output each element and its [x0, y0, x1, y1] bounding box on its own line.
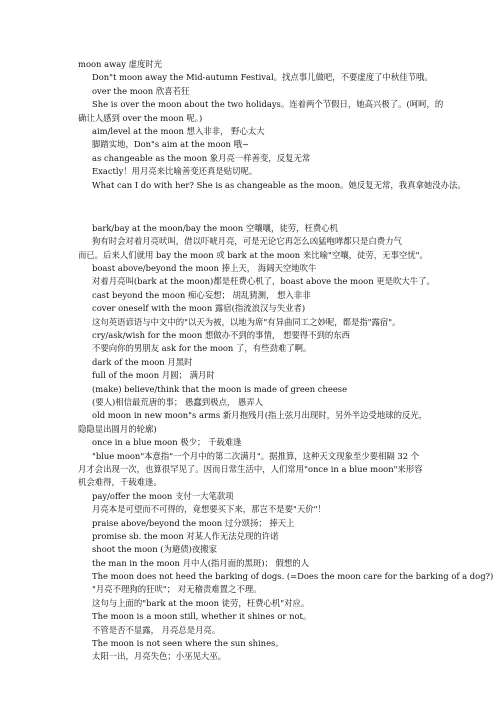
section-idioms-part2: [0, 222, 500, 664]
section-idioms-part1: [0, 58, 500, 192]
text-line: pay/offer the moon 支付一大笔款项: [92, 490, 234, 501]
text-line: (要人)相信最荒唐的事； 愚蠢到极点， 愚弄人: [92, 396, 263, 407]
text-line: 而已。后来人们就用 bay the moon 或 bark at the moon 来比喻"空嚷，徒劳，无事空忧"。: [78, 249, 428, 260]
text-line: The moon is a moon still, whether it shines or not。: [92, 611, 312, 622]
text-line: 不管是否不显露， 月亮总是月亮。: [92, 624, 221, 635]
text-line: 狗有时会对着月亮吠叫，借以吓唬月亮，可是无论它再怎么凶猛咆哮都只是白费力气: [92, 236, 402, 247]
text-line: She is over the moon about the two holidays。连着两个节假日，她高兴极了。(呵呵，的: [92, 99, 444, 110]
text-line: 这句英语谚语与中文中的"以天为被，以地为席"有异曲同工之妙呢，都是指"露宿"。: [92, 316, 401, 327]
text-line: boast above/beyond the moon 捧上天， 海阔天空地吹牛: [92, 263, 317, 274]
text-line: shoot the moon (为避债)夜搬家: [92, 544, 218, 555]
text-line: full of the moon 月圆； 满月时: [92, 370, 215, 381]
text-line: 对着月亮叫(bark at the moon)都是枉费心机了，boast above the moon 更是吹大牛了。: [92, 276, 435, 287]
text-line: moon away 虚度时光: [78, 59, 163, 69]
text-line: Exactly！用月亮来比喻善变还真是贴切呢。: [92, 166, 258, 177]
text-line: What can I do with her? She is as changeable as the moon。她反复无常，我真拿她没办法。: [92, 179, 466, 190]
text-line: old moon in new moon"s arms 新月抱残月(指上弦月出现时，另外半边受地球的反光，: [92, 410, 428, 421]
text-line: over the moon 欣喜若狂: [92, 85, 190, 96]
text-line: (make) believe/think that the moon is made of green cheese: [92, 383, 348, 394]
text-line: 月才会出现一次，也算很罕见了。因而日常生活中，人们常用"once in a blue moon"来形容: [78, 463, 423, 474]
text-line: "blue moon"本意指"一个月中的第二次满月"。据推算，这种天文现象至少要相隔 32 个: [92, 450, 420, 461]
text-line: 这句与上面的"bark at the moon 徒劳，枉费心机"对应。: [92, 597, 310, 608]
text-line: cast beyond the moon 痴心妄想； 胡乱猜测， 想入非非: [92, 289, 311, 300]
text-line: cry/ask/wish for the moon 想做办不到的事情， 想要得不到的东西: [92, 330, 350, 341]
text-line: 太阳一出，月亮失色；小巫见大巫。: [92, 651, 226, 662]
text-line: 不要向你的男朋友 ask for the moon 了，有些劲难了啊。: [92, 343, 312, 354]
text-line: 脚踏实地，Don"s aim at the moon 哦~: [92, 139, 249, 150]
text-line: 机会难得，千载难逢。: [78, 477, 162, 488]
text-line: 隐隐显出圆月的轮廓): [78, 423, 157, 434]
text-line: promise sb. the moon 对某人作无法兑现的许诺: [92, 530, 279, 541]
text-line: dark of the moon 月黑时: [92, 356, 193, 367]
text-line: 月亮本是可望而不可得的，竟想要买下来，那岂不是要"天价"！: [92, 504, 326, 515]
text-line: Don"t moon away the Mid-autumn Festival。找点事儿做吧，不要虚度了中秋佳节哦。: [92, 72, 433, 83]
section-gap: [0, 192, 500, 222]
text-line: The moon is not seen where the sun shines。: [92, 638, 284, 649]
text-line: "月亮不理狗的狂吠"； 对无稽责难置之不理。: [92, 584, 262, 595]
text-line: once in a blue moon 极少； 千载难逢: [92, 437, 242, 448]
text-line: The moon does not heed the barking of dogs. (=Does the moon care for the barking of a dog?): [92, 571, 494, 582]
text-line: cover oneself with the moon 露宿(指流浪汉与失业者): [92, 303, 306, 314]
text-line: bark/bay at the moon/bay the moon 空嚷嚷，徒劳，枉费心机: [92, 222, 338, 233]
document-body: [0, 58, 500, 664]
text-line: aim/level at the moon 想入非非， 野心太大: [92, 125, 265, 136]
text-line: the man in the moon 月中人(指月面的黑斑)； 假想的人: [92, 557, 310, 568]
text-line: 确让人感到 over the moon 呢。): [78, 112, 203, 123]
text-line: as changeable as the moon 象月亮一样善变，反复无常: [92, 152, 311, 163]
text-line: praise above/beyond the moon 过分颂扬； 捧天上: [92, 517, 295, 528]
